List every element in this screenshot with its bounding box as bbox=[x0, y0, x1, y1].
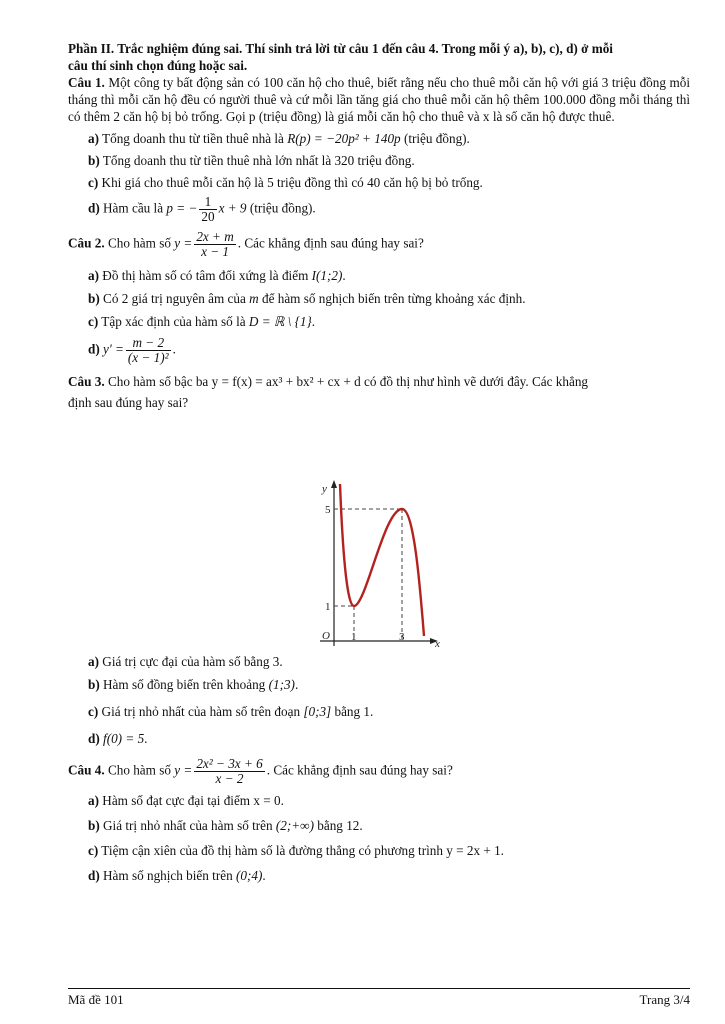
origin-label: O bbox=[322, 630, 330, 642]
q2-b-label: b) bbox=[88, 291, 100, 306]
q1-c-label: c) bbox=[88, 175, 99, 190]
q4-c-label: c) bbox=[88, 843, 99, 858]
q4-label: Câu 4. bbox=[68, 762, 105, 778]
q2-d-den: (x − 1)² bbox=[127, 350, 169, 365]
exam-code: Mã đề 101 bbox=[68, 992, 124, 1007]
q1-d-fraction bbox=[199, 195, 216, 224]
q4-b-text: Giá trị nhỏ nhất của hàm số trên bbox=[99, 818, 276, 833]
q2-c-tail: . bbox=[311, 314, 316, 329]
q3-intro-line1 bbox=[68, 373, 690, 390]
q3-b-math: (1;3) bbox=[268, 677, 295, 692]
x-tick-1: 1 bbox=[351, 631, 357, 643]
q3-c-label: c) bbox=[88, 704, 99, 719]
q1-c-text: Khi giá cho thuê mỗi căn hộ là 5 triệu đồng thì có 40 căn hộ bị bỏ trống. bbox=[98, 175, 483, 190]
q3-c bbox=[68, 703, 690, 720]
q2-d-label: d) bbox=[88, 341, 100, 357]
q1-b bbox=[68, 152, 690, 169]
q3-d-label: d) bbox=[88, 731, 100, 746]
q4-b-tail: bằng 12. bbox=[313, 818, 363, 833]
q3-c-math: [0;3] bbox=[303, 704, 332, 719]
q3-d bbox=[68, 730, 690, 747]
q4-d-tail: . bbox=[262, 868, 266, 883]
q4-c-text: Tiệm cận xiên của đồ thị hàm số là đường thẳng có phương trình y = 2x + 1. bbox=[98, 843, 504, 858]
q2-c bbox=[68, 313, 690, 330]
q3-b-label: b) bbox=[88, 677, 100, 692]
q3-d-math: f(0) = 5 bbox=[99, 731, 145, 746]
q3-c-tail: bằng 1. bbox=[331, 704, 374, 719]
q3-intro-text: Cho hàm số bậc ba y = f(x) = ax³ + bx² + cx + d có đồ thị như hình vẽ dưới đây. Các khẳng bbox=[104, 374, 589, 389]
q1-intro-text: Một công ty bất động sản có 100 căn hộ cho thuê, biết rằng nếu cho thuê mỗi căn hộ với giá 3 triệu đồng mỗi tháng thì mỗi căn hộ đều có người thuê và cứ mỗi lần tăng giá cho thuê mỗi căn hộ thêm 100.000 đồng mỗi tháng thì có thêm 2 căn hộ bị bỏ trống. Gọi p (triệu đồng) là giá mỗi căn hộ cho thuê và x là số căn hộ được thuê. bbox=[68, 75, 690, 124]
q1-a-math: R(p) = −20p² + 140p bbox=[287, 131, 401, 146]
q3-a-label: a) bbox=[88, 654, 99, 669]
part-header-line2: câu thí sinh chọn đúng hoặc sai. bbox=[68, 58, 248, 73]
q1-d bbox=[68, 195, 690, 224]
q1-d-num: 1 bbox=[199, 195, 216, 210]
part-header-line1: Phần II. Trắc nghiệm đúng sai. Thí sinh trả lời từ câu 1 đến câu 4. Trong mỗi ý a), b), c), d) ở mỗi bbox=[68, 41, 613, 56]
q4-d-label: d) bbox=[88, 868, 100, 883]
q1-intro bbox=[68, 74, 690, 125]
q2-b-text: Có 2 giá trị nguyên âm của bbox=[99, 291, 250, 306]
q2-a-text: Đồ thị hàm số có tâm đối xứng là điểm bbox=[99, 268, 312, 283]
q1-d-math-post: x + 9 bbox=[218, 200, 247, 216]
q3-b-tail: . bbox=[294, 677, 299, 692]
q4-a-label: a) bbox=[88, 793, 99, 808]
q2-intro-text: Cho hàm số bbox=[104, 235, 175, 251]
q2-b bbox=[68, 290, 690, 307]
q3-a-text: Giá trị cực đại của hàm số bằng 3. bbox=[99, 654, 283, 669]
q4-a bbox=[68, 792, 690, 809]
q4-den: x − 2 bbox=[215, 771, 244, 786]
q1-a-label: a) bbox=[88, 131, 99, 146]
q2-c-label: c) bbox=[88, 314, 99, 329]
y-axis-arrow bbox=[331, 480, 337, 488]
q4-a-text: Hàm số đạt cực đại tại điểm x = 0. bbox=[99, 793, 284, 808]
q4-d bbox=[68, 867, 690, 884]
q2-a-math: I(1;2) bbox=[311, 268, 343, 283]
y-tick-5: 5 bbox=[325, 504, 331, 516]
q2-d-fraction bbox=[126, 336, 171, 365]
q2-label: Câu 2. bbox=[68, 235, 105, 251]
q3-b bbox=[68, 676, 690, 693]
q4-num: 2x² − 3x + 6 bbox=[196, 756, 263, 771]
q4-math-pre: y = bbox=[174, 762, 193, 778]
q2-c-math: D = ℝ \ {1} bbox=[248, 314, 312, 329]
page-number: Trang 3/4 bbox=[639, 992, 690, 1007]
q4-fraction bbox=[194, 757, 264, 786]
q4-b-math: (2;+∞) bbox=[275, 818, 314, 833]
q3-label: Câu 3. bbox=[68, 374, 105, 389]
q4-d-math: (0;4) bbox=[235, 868, 263, 883]
q4-d-text: Hàm số nghịch biến trên bbox=[99, 868, 236, 883]
q2-a-tail: . bbox=[342, 268, 346, 283]
q4-intro bbox=[68, 757, 690, 786]
q1-a bbox=[68, 130, 690, 147]
q2-a-label: a) bbox=[88, 268, 99, 283]
q1-a-tail: (triệu đồng). bbox=[400, 131, 470, 146]
cubic-curve bbox=[340, 484, 424, 636]
exam-page-lower bbox=[68, 653, 690, 884]
x-tick-3: 3 bbox=[399, 631, 405, 643]
q4-intro-text: Cho hàm số bbox=[104, 762, 175, 778]
q2-d-num: m − 2 bbox=[126, 336, 171, 351]
graph-guides bbox=[334, 509, 402, 641]
q1-d-den: 20 bbox=[201, 209, 215, 224]
q1-b-text: Tổng doanh thu từ tiền thuê nhà lớn nhất là 320 triệu đồng. bbox=[99, 153, 415, 168]
q4-b bbox=[68, 817, 690, 834]
q1-label: Câu 1. bbox=[68, 75, 105, 90]
q2-d-tail: . bbox=[172, 341, 176, 357]
q1-c bbox=[68, 174, 690, 191]
q2-c-text: Tập xác định của hàm số là bbox=[98, 314, 249, 329]
q3-intro-line2: định sau đúng hay sai? bbox=[68, 395, 189, 410]
q1-d-math-pre: p = − bbox=[166, 200, 198, 216]
q2-fraction bbox=[194, 230, 235, 259]
page-footer bbox=[68, 988, 690, 1008]
q1-d-tail: (triệu đồng). bbox=[246, 200, 316, 216]
x-axis-label: x bbox=[435, 638, 440, 648]
q1-d-label: d) bbox=[88, 200, 100, 216]
q2-d bbox=[68, 336, 690, 365]
q2-num: 2x + m bbox=[196, 229, 234, 244]
q1-d-text: Hàm cầu là bbox=[99, 200, 167, 216]
y-tick-1: 1 bbox=[325, 601, 331, 613]
q3-b-text: Hàm số đồng biến trên khoảng bbox=[99, 677, 269, 692]
q4-b-label: b) bbox=[88, 818, 100, 833]
q2-den: x − 1 bbox=[201, 244, 230, 259]
q2-b-m: m bbox=[249, 291, 259, 306]
q2-b-tail: để hàm số nghịch biến trên từng khoảng xác định. bbox=[258, 291, 526, 306]
q2-d-math-pre: y' = bbox=[99, 341, 124, 357]
q2-math-pre: y = bbox=[174, 235, 193, 251]
q3-a bbox=[68, 653, 690, 670]
q4-tail: . Các khẳng định sau đúng hay sai? bbox=[266, 762, 453, 778]
q1-b-label: b) bbox=[88, 153, 100, 168]
q2-intro bbox=[68, 230, 690, 259]
exam-page bbox=[68, 40, 690, 411]
q4-c bbox=[68, 842, 690, 859]
q3-c-text: Giá trị nhỏ nhất của hàm số trên đoạn bbox=[98, 704, 304, 719]
q3-d-tail: . bbox=[144, 731, 148, 746]
q2-a bbox=[68, 267, 690, 284]
cubic-graph bbox=[314, 476, 444, 648]
q1-a-text: Tổng doanh thu từ tiền thuê nhà là bbox=[99, 131, 288, 146]
q2-tail: . Các khẳng định sau đúng hay sai? bbox=[237, 235, 424, 251]
y-axis-label: y bbox=[322, 483, 327, 495]
